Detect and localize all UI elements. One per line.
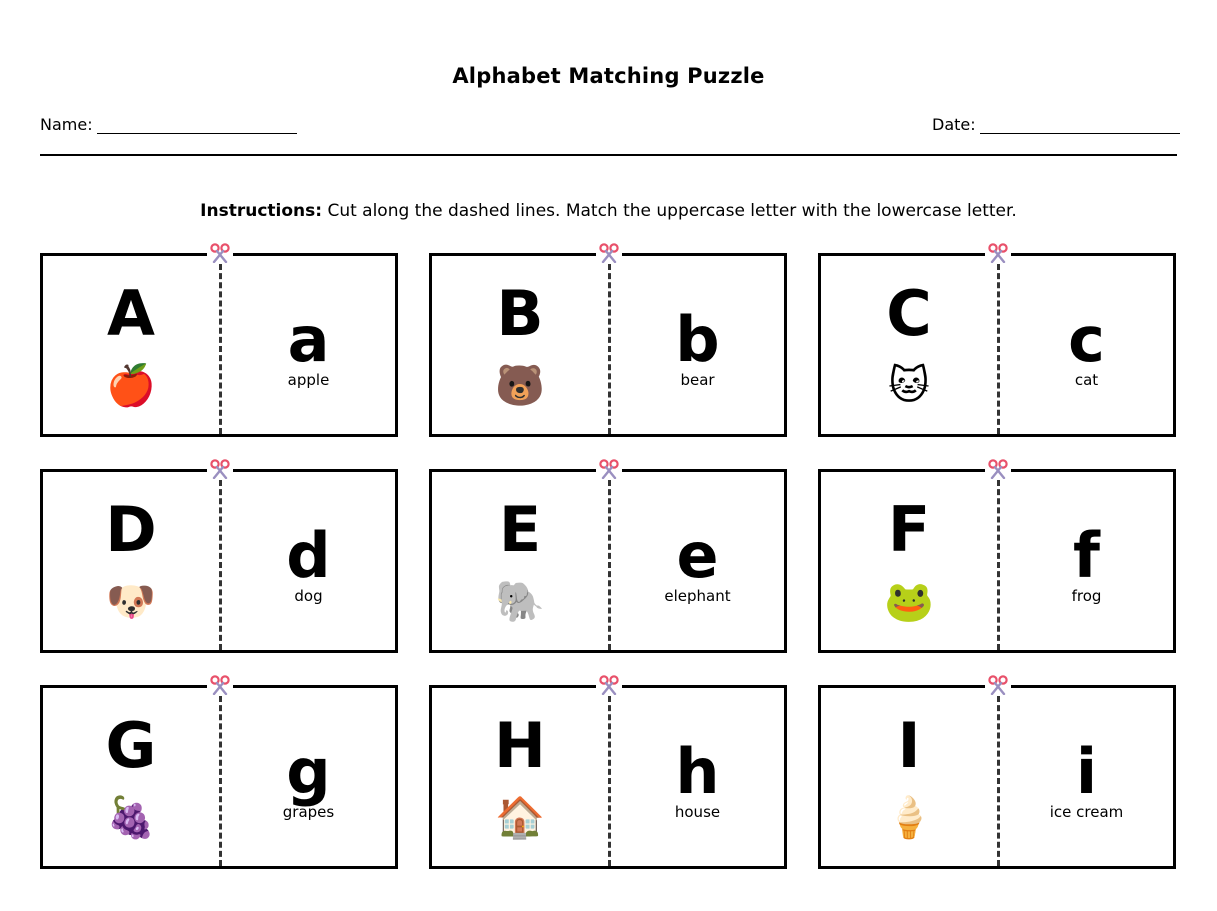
apple-icon: 🍎 <box>106 363 156 409</box>
uppercase-letter: I <box>897 709 921 782</box>
frog-icon: 🐸 <box>884 579 934 625</box>
name-field[interactable] <box>40 115 297 134</box>
ice-cream-icon: 🍦 <box>884 795 934 841</box>
uppercase-piece[interactable] <box>43 256 219 434</box>
dog-icon: 🐶 <box>106 579 156 625</box>
instructions <box>0 201 1217 221</box>
instructions-label: Instructions: <box>200 201 323 221</box>
uppercase-letter: E <box>498 493 542 566</box>
lowercase-letter: b <box>675 303 720 376</box>
lowercase-piece[interactable] <box>222 472 395 650</box>
lowercase-piece[interactable] <box>222 688 395 866</box>
word-label: dog <box>294 587 323 605</box>
uppercase-piece[interactable] <box>821 688 997 866</box>
lowercase-letter: a <box>287 303 330 376</box>
uppercase-letter: H <box>494 709 546 782</box>
word-label: bear <box>680 371 715 389</box>
page-title: Alphabet Matching Puzzle <box>452 64 765 88</box>
uppercase-letter: F <box>887 493 931 566</box>
name-label: Name: <box>40 115 93 134</box>
name-blank-line[interactable] <box>97 119 297 134</box>
match-card-elephant <box>429 469 787 653</box>
uppercase-letter: C <box>886 277 932 350</box>
lowercase-letter: e <box>676 519 719 592</box>
lowercase-letter: f <box>1073 519 1100 592</box>
cat-icon: 🐱 <box>888 363 930 409</box>
word-label: apple <box>287 371 330 389</box>
match-card-ice-cream <box>818 685 1176 869</box>
lowercase-letter: d <box>286 519 331 592</box>
uppercase-piece[interactable] <box>432 688 608 866</box>
lowercase-letter: g <box>286 735 331 808</box>
uppercase-piece[interactable] <box>43 472 219 650</box>
uppercase-piece[interactable] <box>821 256 997 434</box>
lowercase-piece[interactable] <box>1000 256 1173 434</box>
date-field[interactable] <box>932 115 1180 134</box>
grapes-icon: 🍇 <box>106 795 156 841</box>
uppercase-letter: B <box>496 277 544 350</box>
uppercase-letter: D <box>105 493 157 566</box>
lowercase-piece[interactable] <box>222 256 395 434</box>
uppercase-piece[interactable] <box>432 256 608 434</box>
lowercase-piece[interactable] <box>611 472 784 650</box>
uppercase-piece[interactable] <box>821 472 997 650</box>
match-card-bear <box>429 253 787 437</box>
word-label: elephant <box>664 587 731 605</box>
lowercase-piece[interactable] <box>1000 472 1173 650</box>
word-label: house <box>674 803 721 821</box>
match-card-cat <box>818 253 1176 437</box>
bear-icon: 🐻 <box>495 363 545 409</box>
date-blank-line[interactable] <box>980 119 1180 134</box>
lowercase-piece[interactable] <box>611 256 784 434</box>
elephant-icon: 🐘 <box>495 579 545 625</box>
match-card-grapes <box>40 685 398 869</box>
uppercase-piece[interactable] <box>432 472 608 650</box>
word-label: grapes <box>282 803 335 821</box>
word-label: cat <box>1074 371 1099 389</box>
lowercase-letter: c <box>1068 303 1105 376</box>
match-card-dog <box>40 469 398 653</box>
header-divider <box>40 154 1177 156</box>
instructions-text: Cut along the dashed lines. Match the uppercase letter with the lowercase letter. <box>322 201 1017 221</box>
uppercase-piece[interactable] <box>43 688 219 866</box>
match-card-apple <box>40 253 398 437</box>
lowercase-letter: i <box>1075 735 1098 808</box>
match-card-house <box>429 685 787 869</box>
lowercase-letter: h <box>675 735 720 808</box>
word-label: ice cream <box>1049 803 1124 821</box>
date-label: Date: <box>932 115 976 134</box>
lowercase-piece[interactable] <box>611 688 784 866</box>
word-label: frog <box>1071 587 1102 605</box>
lowercase-piece[interactable] <box>1000 688 1173 866</box>
uppercase-letter: A <box>107 277 155 350</box>
match-card-frog <box>818 469 1176 653</box>
uppercase-letter: G <box>105 709 157 782</box>
house-icon: 🏠 <box>495 795 545 841</box>
